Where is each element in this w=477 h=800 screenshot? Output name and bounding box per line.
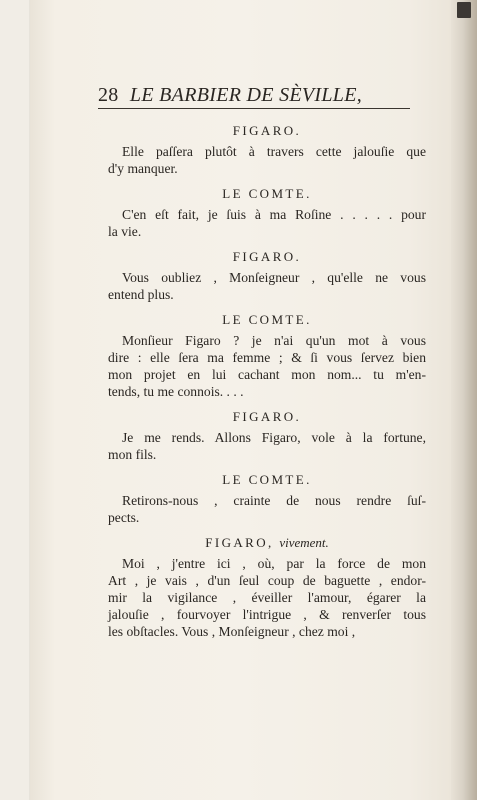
text-line: entend plus.: [108, 287, 174, 302]
speaker-name: FIGARO,: [205, 535, 274, 550]
speaker-name: FIGARO.: [232, 123, 302, 138]
text-line: la vie.: [108, 224, 142, 239]
speech-paragraph: [108, 332, 426, 400]
text-line: pects.: [108, 510, 140, 525]
text-line: jalouſie , fourvoyer l'intrigue , & renverſer tous: [108, 607, 426, 622]
text-line: mon fils.: [108, 447, 157, 462]
text-line: tends, tu me connois. . . .: [108, 384, 244, 399]
speaker-heading: [108, 534, 426, 551]
speaker-heading: [108, 471, 426, 488]
speech-paragraph: [108, 143, 426, 177]
text-line: dire : elle ſera ma femme ; & ſi vous ſervez bien: [108, 350, 426, 365]
text-line: Elle paſſera plutôt à travers cette jalouſie que: [122, 144, 426, 159]
text-line: mir la vigilance , éveiller l'amour, égarer la: [108, 590, 426, 605]
speaker-name: LE COMTE.: [222, 312, 312, 327]
speaker-heading: [108, 185, 426, 202]
speech-paragraph: [108, 555, 426, 640]
running-header: [98, 84, 410, 109]
speaker-heading: [108, 311, 426, 328]
speaker-name: FIGARO.: [232, 409, 302, 424]
scan-clip: [457, 2, 471, 18]
speech-paragraph: [108, 206, 426, 240]
page-number: 28: [98, 84, 119, 106]
text-line: mon projet en lui cachant mon nom... tu m'en-: [108, 367, 426, 382]
speaker-heading: [108, 248, 426, 265]
text-line: Art , je vais , d'un ſeul coup de baguette , endor-: [108, 573, 426, 588]
text-line: Je me rends. Allons Figaro, vole à la fortune,: [122, 430, 426, 445]
text-line: Monſieur Figaro ? je n'ai qu'un mot à vous: [122, 333, 426, 348]
speaker-name: LE COMTE.: [222, 472, 312, 487]
speaker-heading: [108, 408, 426, 425]
text-line: Moi , j'entre ici , où, par la force de mon: [122, 556, 426, 571]
speaker-heading: [108, 122, 426, 139]
text-line: Retirons-nous , crainte de nous rendre ſuſ-: [122, 493, 426, 508]
text-line: les obſtacles. Vous , Monſeigneur , chez moi ,: [108, 624, 356, 639]
speaker-name: LE COMTE.: [222, 186, 312, 201]
stage-direction: vivement.: [279, 535, 329, 550]
speech-paragraph: [108, 269, 426, 303]
running-title: LE BARBIER DE SÈVILLE,: [129, 84, 363, 106]
speech-paragraph: [108, 492, 426, 526]
text-line: C'en eſt fait, je ſuis à ma Roſine . . . . . pour: [122, 207, 426, 222]
text-line: d'y manquer.: [108, 161, 178, 176]
text-line: Vous oubliez , Monſeigneur , qu'elle ne vous: [122, 270, 426, 285]
play-text: [108, 122, 426, 648]
speech-paragraph: [108, 429, 426, 463]
page-edge: [451, 0, 477, 800]
speaker-name: FIGARO.: [232, 249, 302, 264]
